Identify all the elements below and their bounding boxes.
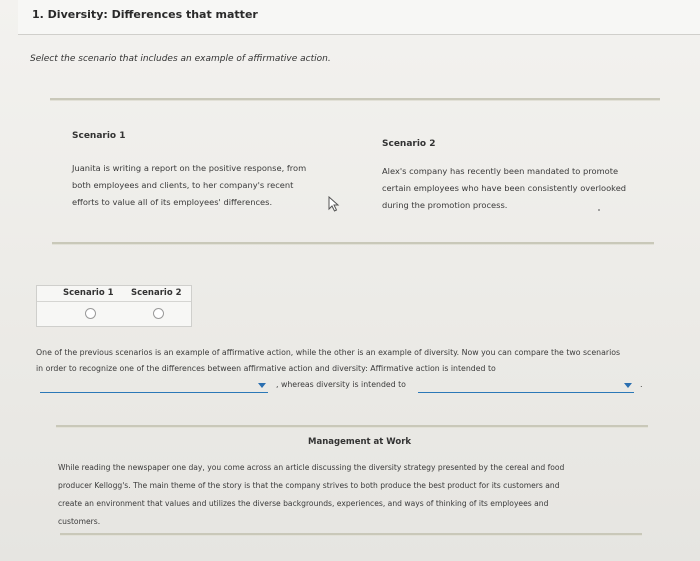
chevron-down-icon	[624, 383, 632, 388]
scenario-1-line: efforts to value all of its employees' differences.	[72, 197, 273, 207]
choice-header-scenario-1: Scenario 1	[63, 288, 114, 298]
divider	[50, 98, 660, 101]
comparison-middle-text: , whereas diversity is intended to	[276, 380, 406, 389]
scenario-2-line: during the promotion process.	[382, 200, 508, 210]
management-title: Management at Work	[308, 437, 412, 447]
comparison-text	[36, 345, 688, 377]
scenario-1-line: Juanita is writing a report on the positive response, from	[72, 163, 307, 173]
management-line: producer Kellogg's. The main theme of the story is that the company strives to both produce the best product for its customers and	[58, 481, 560, 490]
table-divider	[37, 301, 191, 302]
mouse-pointer-icon	[328, 196, 340, 216]
scenario-2-title: Scenario 2	[382, 139, 436, 149]
comparison-end: .	[640, 380, 643, 389]
scenario-1-title: Scenario 1	[72, 131, 126, 141]
management-line: customers.	[58, 517, 101, 526]
question-instruction: Select the scenario that includes an example of affirmative action.	[30, 54, 331, 64]
divider	[56, 425, 648, 428]
divider	[60, 533, 642, 536]
affirmative-action-dropdown[interactable]	[40, 380, 268, 393]
scenario-choice-table	[36, 285, 192, 327]
question-title: 1. Diversity: Differences that matter	[32, 8, 258, 21]
scenario-2-text	[382, 163, 662, 214]
chevron-down-icon	[258, 383, 266, 388]
management-line: create an environment that values and utilizes the diverse backgrounds, experiences, and ways of thinking of its employees and	[58, 499, 549, 508]
scenario-1-text	[72, 160, 342, 211]
comparison-line: in order to recognize one of the differences between affirmative action and diversity: Affirmative action is intended to	[36, 364, 496, 373]
comparison-line: One of the previous scenarios is an example of affirmative action, while the other is an example of diversity. Now you can compare the two scenarios	[36, 348, 621, 357]
scenario-2-line: certain employees who have been consistently overlooked	[382, 183, 627, 193]
management-text	[58, 459, 638, 531]
choice-header-scenario-2: Scenario 2	[131, 288, 182, 298]
scenario-1-line: both employees and clients, to her company's recent	[72, 180, 294, 190]
radio-scenario-2[interactable]	[153, 308, 164, 319]
scenario-2-line: Alex's company has recently been mandated to promote	[382, 166, 619, 176]
stray-dot	[598, 209, 600, 211]
radio-scenario-1[interactable]	[85, 308, 96, 319]
diversity-dropdown[interactable]	[418, 380, 634, 393]
management-line: While reading the newspaper one day, you come across an article discussing the diversity strategy presented by the cereal and food	[58, 463, 565, 472]
divider	[52, 242, 654, 245]
